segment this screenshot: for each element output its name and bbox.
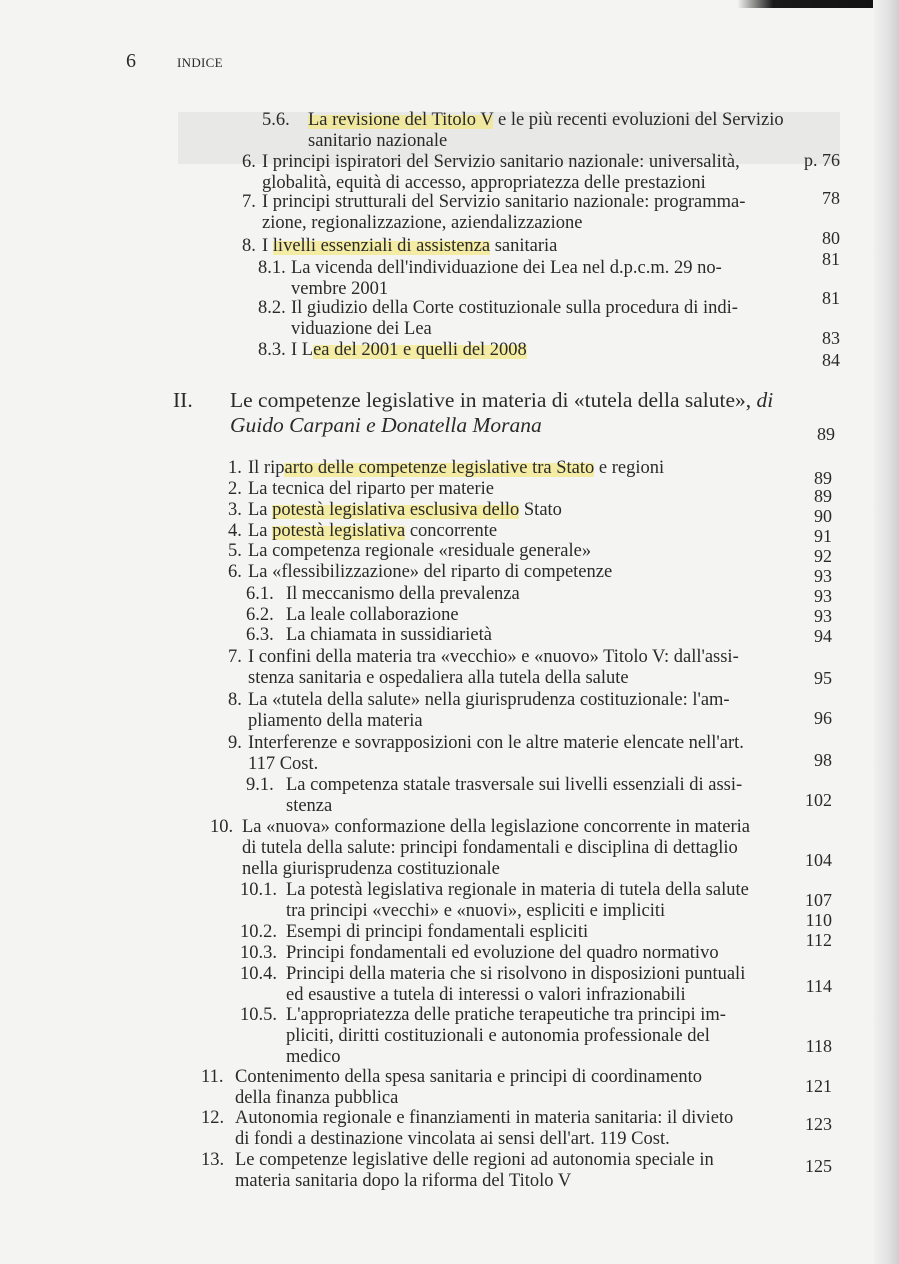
page-ref: 84 <box>822 350 840 370</box>
page-ref: 118 <box>805 1036 832 1056</box>
chapter-authors: Guido Carpani e Donatella Morana <box>230 413 542 437</box>
chapter-number: II. <box>173 388 193 412</box>
page-ref: 96 <box>814 708 832 728</box>
page-number: 6 <box>126 50 136 72</box>
page-ref: 112 <box>805 930 832 950</box>
page-ref: 89 <box>814 486 832 506</box>
page-ref: p. 76 <box>804 150 840 170</box>
page-ref: 104 <box>805 850 832 870</box>
page-ref: 83 <box>822 328 840 348</box>
highlighted-text: La revisione del Titolo V <box>308 110 494 130</box>
page-ref: 90 <box>814 506 832 526</box>
page-ref: 123 <box>805 1114 832 1134</box>
page-ref: 89 <box>814 468 832 488</box>
page-ref: 125 <box>805 1156 832 1176</box>
page-ref: 81 <box>822 249 840 269</box>
page-ref: 93 <box>814 566 832 586</box>
highlighted-text: ea del 2001 e quelli del 2008 <box>313 340 527 360</box>
page-ref: 95 <box>814 668 832 688</box>
page-ref: 114 <box>805 976 832 996</box>
chapter-title: Le competenze legislative in materia di «tutela della salute», <box>230 388 752 412</box>
page-ref: 102 <box>805 790 832 810</box>
page-ref: 91 <box>814 526 832 546</box>
page-ref: 93 <box>814 606 832 626</box>
page-ref: 121 <box>805 1076 832 1096</box>
highlighted-text: potestà legislativa <box>272 521 406 541</box>
page-ref: 89 <box>817 424 835 444</box>
page-ref: 110 <box>805 910 832 930</box>
scan-top-edge <box>0 0 899 8</box>
scan-right-edge <box>873 0 899 1264</box>
page-header <box>126 50 223 73</box>
page-ref: 78 <box>822 188 840 208</box>
page-ref: 93 <box>814 586 832 606</box>
running-title: INDICE <box>177 55 223 70</box>
page-ref: 107 <box>805 890 832 910</box>
page-ref: 80 <box>822 228 840 248</box>
page-ref: 98 <box>814 750 832 770</box>
highlighted-text: arto delle competenze legislative tra Stato <box>284 458 595 478</box>
page-ref: 92 <box>814 546 832 566</box>
highlighted-text: potestà legislativa esclusiva dello <box>272 500 520 520</box>
page-ref: 94 <box>814 626 832 646</box>
page-ref: 81 <box>822 288 840 308</box>
highlighted-text: livelli essenziali di assistenza <box>272 236 491 256</box>
